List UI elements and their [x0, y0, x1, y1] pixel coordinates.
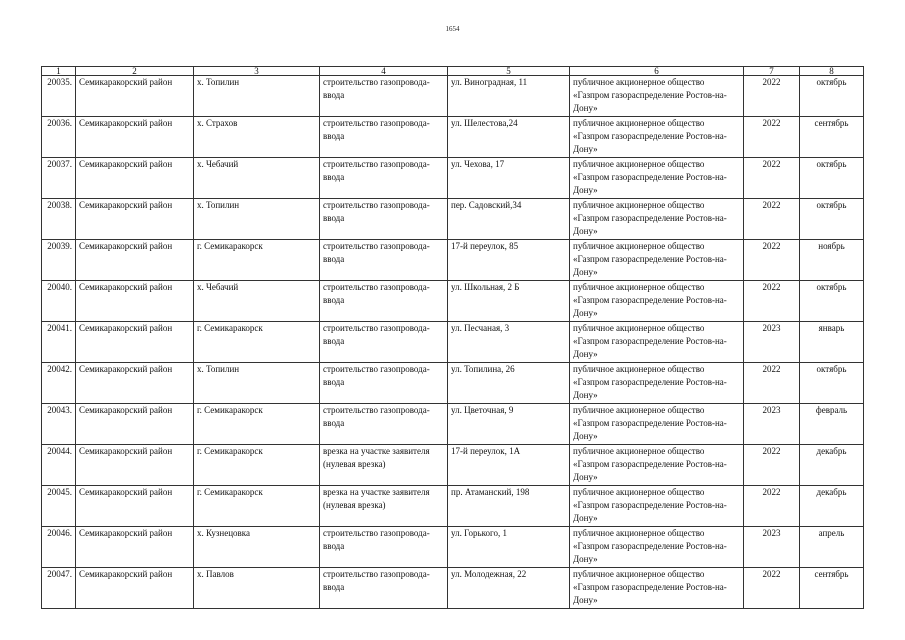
year-cell: 2022: [744, 363, 800, 404]
district-cell: Семикаракорский район: [76, 322, 194, 363]
organization-cell: публичное акционерное общество «Газпром газораспределение Ростов-на-Дону»: [570, 281, 744, 322]
table-row: [42, 363, 864, 404]
locality-cell: х. Кузнецовка: [194, 527, 320, 568]
locality-cell: г. Семикаракорск: [194, 322, 320, 363]
year-cell: 2022: [744, 158, 800, 199]
year-cell: 2022: [744, 486, 800, 527]
address-cell: ул. Топилина, 26: [448, 363, 570, 404]
month-cell: декабрь: [800, 486, 864, 527]
table-row: [42, 445, 864, 486]
district-cell: Семикаракорский район: [76, 363, 194, 404]
table-row: [42, 76, 864, 117]
locality-cell: х. Топилин: [194, 76, 320, 117]
page-number: 1654: [445, 25, 460, 33]
district-cell: Семикаракорский район: [76, 199, 194, 240]
address-cell: ул. Цветочная, 9: [448, 404, 570, 445]
district-cell: Семикаракорский район: [76, 404, 194, 445]
organization-cell: публичное акционерное общество «Газпром газораспределение Ростов-на-Дону»: [570, 117, 744, 158]
row-number-cell: 20039.: [42, 240, 76, 281]
address-cell: ул. Виноградная, 11: [448, 76, 570, 117]
work-type-cell: строительство газопровода-ввода: [320, 281, 448, 322]
month-cell: октябрь: [800, 199, 864, 240]
month-cell: октябрь: [800, 281, 864, 322]
work-type-cell: строительство газопровода-ввода: [320, 363, 448, 404]
locality-cell: х. Топилин: [194, 363, 320, 404]
district-cell: Семикаракорский район: [76, 240, 194, 281]
work-type-cell: строительство газопровода-ввода: [320, 158, 448, 199]
work-type-cell: врезка на участке заявителя (нулевая врезка): [320, 486, 448, 527]
organization-cell: публичное акционерное общество «Газпром газораспределение Ростов-на-Дону»: [570, 199, 744, 240]
organization-cell: публичное акционерное общество «Газпром газораспределение Ростов-на-Дону»: [570, 568, 744, 609]
row-number-cell: 20035.: [42, 76, 76, 117]
month-cell: октябрь: [800, 76, 864, 117]
address-cell: ул. Школьная, 2 Б: [448, 281, 570, 322]
year-cell: 2022: [744, 445, 800, 486]
row-number-cell: 20036.: [42, 117, 76, 158]
address-cell: ул. Песчаная, 3: [448, 322, 570, 363]
year-cell: 2023: [744, 527, 800, 568]
year-cell: 2022: [744, 76, 800, 117]
column-header: 4: [320, 67, 448, 76]
district-cell: Семикаракорский район: [76, 158, 194, 199]
month-cell: ноябрь: [800, 240, 864, 281]
column-header: 6: [570, 67, 744, 76]
row-number-cell: 20047.: [42, 568, 76, 609]
table-row: [42, 199, 864, 240]
row-number-cell: 20037.: [42, 158, 76, 199]
row-number-cell: 20044.: [42, 445, 76, 486]
row-number-cell: 20041.: [42, 322, 76, 363]
work-type-cell: строительство газопровода-ввода: [320, 117, 448, 158]
work-type-cell: строительство газопровода-ввода: [320, 322, 448, 363]
month-cell: декабрь: [800, 445, 864, 486]
locality-cell: г. Семикаракорск: [194, 445, 320, 486]
month-cell: октябрь: [800, 363, 864, 404]
district-cell: Семикаракорский район: [76, 76, 194, 117]
address-cell: ул. Молодежная, 22: [448, 568, 570, 609]
work-type-cell: строительство газопровода-ввода: [320, 240, 448, 281]
district-cell: Семикаракорский район: [76, 486, 194, 527]
address-cell: пр. Атаманский, 198: [448, 486, 570, 527]
column-header: 3: [194, 67, 320, 76]
work-type-cell: строительство газопровода-ввода: [320, 568, 448, 609]
table-row: [42, 486, 864, 527]
table-row: [42, 281, 864, 322]
locality-cell: х. Чебачий: [194, 158, 320, 199]
table-row: [42, 158, 864, 199]
year-cell: 2023: [744, 404, 800, 445]
work-type-cell: врезка на участке заявителя (нулевая врезка): [320, 445, 448, 486]
year-cell: 2022: [744, 199, 800, 240]
table-row: [42, 240, 864, 281]
address-cell: 17-й переулок, 85: [448, 240, 570, 281]
year-cell: 2023: [744, 322, 800, 363]
locality-cell: г. Семикаракорск: [194, 486, 320, 527]
month-cell: февраль: [800, 404, 864, 445]
work-type-cell: строительство газопровода-ввода: [320, 404, 448, 445]
row-number-cell: 20038.: [42, 199, 76, 240]
row-number-cell: 20043.: [42, 404, 76, 445]
address-cell: ул. Шелестова,24: [448, 117, 570, 158]
district-cell: Семикаракорский район: [76, 568, 194, 609]
table-row: [42, 117, 864, 158]
year-cell: 2022: [744, 117, 800, 158]
locality-cell: х. Павлов: [194, 568, 320, 609]
column-header: 2: [76, 67, 194, 76]
month-cell: октябрь: [800, 158, 864, 199]
table-row: [42, 568, 864, 609]
locality-cell: х. Чебачий: [194, 281, 320, 322]
table-row: [42, 527, 864, 568]
organization-cell: публичное акционерное общество «Газпром газораспределение Ростов-на-Дону»: [570, 240, 744, 281]
year-cell: 2022: [744, 240, 800, 281]
row-number-cell: 20046.: [42, 527, 76, 568]
month-cell: январь: [800, 322, 864, 363]
district-cell: Семикаракорский район: [76, 117, 194, 158]
district-cell: Семикаракорский район: [76, 445, 194, 486]
year-cell: 2022: [744, 568, 800, 609]
table-body: [42, 76, 864, 609]
organization-cell: публичное акционерное общество «Газпром газораспределение Ростов-на-Дону»: [570, 527, 744, 568]
month-cell: сентябрь: [800, 568, 864, 609]
column-number-row: [42, 67, 864, 76]
row-number-cell: 20042.: [42, 363, 76, 404]
locality-cell: г. Семикаракорск: [194, 404, 320, 445]
address-cell: 17-й переулок, 1А: [448, 445, 570, 486]
organization-cell: публичное акционерное общество «Газпром газораспределение Ростов-на-Дону»: [570, 76, 744, 117]
gas-connection-table: [41, 66, 864, 609]
table-row: [42, 322, 864, 363]
organization-cell: публичное акционерное общество «Газпром газораспределение Ростов-на-Дону»: [570, 322, 744, 363]
column-header: 7: [744, 67, 800, 76]
district-cell: Семикаракорский район: [76, 527, 194, 568]
organization-cell: публичное акционерное общество «Газпром газораспределение Ростов-на-Дону»: [570, 445, 744, 486]
row-number-cell: 20045.: [42, 486, 76, 527]
year-cell: 2022: [744, 281, 800, 322]
locality-cell: х. Топилин: [194, 199, 320, 240]
column-header: 1: [42, 67, 76, 76]
address-cell: ул. Чехова, 17: [448, 158, 570, 199]
work-type-cell: строительство газопровода-ввода: [320, 527, 448, 568]
organization-cell: публичное акционерное общество «Газпром газораспределение Ростов-на-Дону»: [570, 486, 744, 527]
locality-cell: х. Страхов: [194, 117, 320, 158]
locality-cell: г. Семикаракорск: [194, 240, 320, 281]
organization-cell: публичное акционерное общество «Газпром газораспределение Ростов-на-Дону»: [570, 158, 744, 199]
organization-cell: публичное акционерное общество «Газпром газораспределение Ростов-на-Дону»: [570, 404, 744, 445]
month-cell: сентябрь: [800, 117, 864, 158]
address-cell: пер. Садовский,34: [448, 199, 570, 240]
column-header: 5: [448, 67, 570, 76]
organization-cell: публичное акционерное общество «Газпром газораспределение Ростов-на-Дону»: [570, 363, 744, 404]
work-type-cell: строительство газопровода-ввода: [320, 76, 448, 117]
district-cell: Семикаракорский район: [76, 281, 194, 322]
row-number-cell: 20040.: [42, 281, 76, 322]
address-cell: ул. Горького, 1: [448, 527, 570, 568]
work-type-cell: строительство газопровода-ввода: [320, 199, 448, 240]
column-header: 8: [800, 67, 864, 76]
table-row: [42, 404, 864, 445]
month-cell: апрель: [800, 527, 864, 568]
